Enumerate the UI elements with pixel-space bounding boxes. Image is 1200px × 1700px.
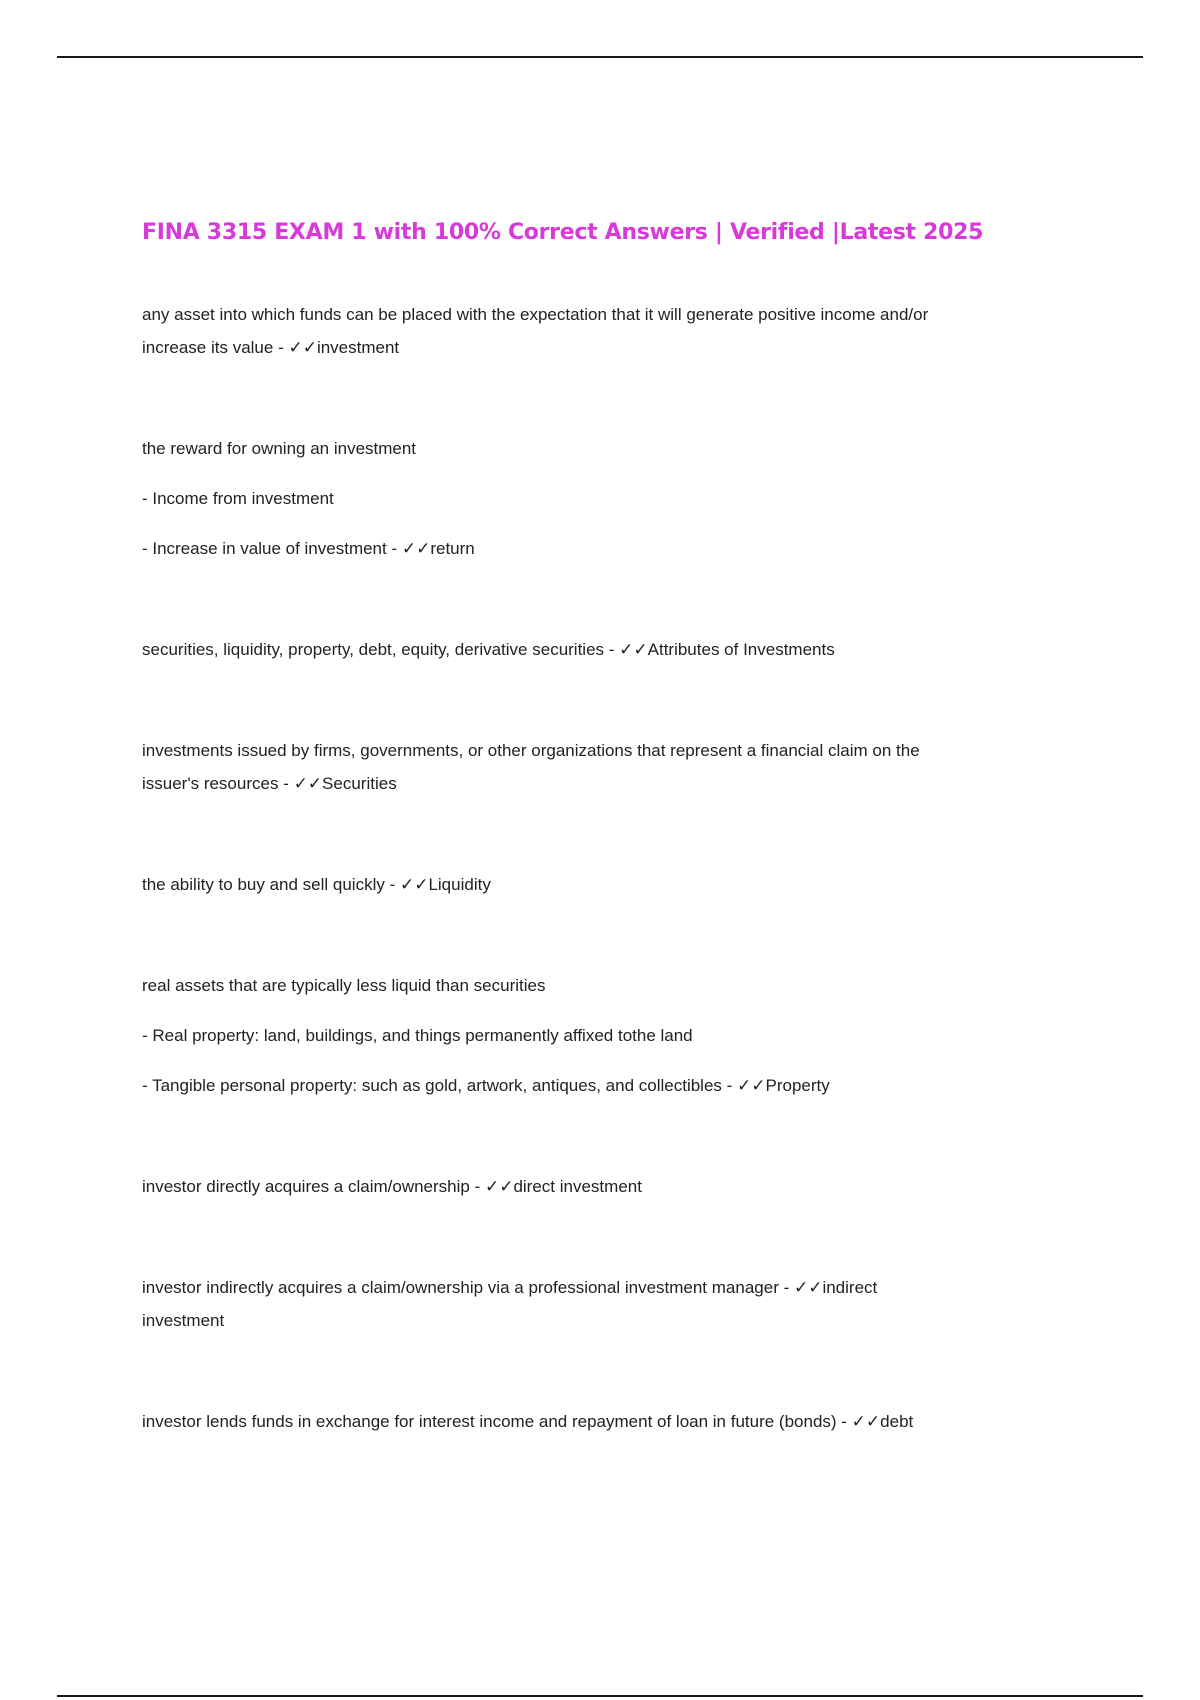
item-spacer: [142, 1337, 1062, 1405]
item-spacer: [142, 565, 1062, 633]
item-spacer: [142, 800, 1062, 868]
document-page: [142, 216, 1062, 1438]
header-rule: [57, 56, 1143, 58]
footer-rule: [57, 1695, 1143, 1697]
qa-text-line: investment: [142, 1311, 225, 1330]
item-spacer: [142, 1102, 1062, 1170]
qa-item: [142, 1170, 1062, 1203]
qa-item: [142, 432, 1062, 565]
qa-item: [142, 969, 1062, 1102]
qa-text-line: the reward for owning an investment: [142, 439, 417, 458]
qa-bullet-line: - Real property: land, buildings, and things permanently affixed tothe land: [142, 1026, 693, 1045]
qa-text-line: any asset into which funds can be placed with the expectation that it will generate positive income and/or: [142, 305, 929, 324]
item-spacer: [142, 1203, 1062, 1271]
item-spacer: [142, 901, 1062, 969]
item-spacer: [142, 666, 1062, 734]
qa-text-line: investor lends funds in exchange for interest income and repayment of loan in future (bonds) - ✓✓debt: [142, 1412, 914, 1431]
qa-text-line: real assets that are typically less liquid than securities: [142, 976, 546, 995]
qa-list: [142, 298, 1062, 1438]
qa-text-line: investments issued by firms, governments, or other organizations that represent a financial claim on the: [142, 741, 920, 760]
qa-item: [142, 868, 1062, 901]
document-title: FINA 3315 EXAM 1 with 100% Correct Answers | Verified |Latest 2025: [142, 220, 984, 245]
qa-text-line: investor indirectly acquires a claim/ownership via a professional investment manager - ✓✓indirect: [142, 1278, 878, 1297]
qa-bullet-line: - Income from investment: [142, 489, 334, 508]
qa-item: [142, 1271, 1062, 1337]
item-spacer: [142, 364, 1062, 432]
qa-text-line: investor directly acquires a claim/ownership - ✓✓direct investment: [142, 1177, 642, 1196]
qa-bullet-line: - Tangible personal property: such as gold, artwork, antiques, and collectibles - ✓✓Property: [142, 1076, 830, 1095]
qa-text-line: increase its value - ✓✓investment: [142, 338, 400, 357]
qa-item: [142, 734, 1062, 800]
qa-text-line: the ability to buy and sell quickly - ✓✓Liquidity: [142, 875, 491, 894]
qa-text-line: securities, liquidity, property, debt, equity, derivative securities - ✓✓Attributes of Investments: [142, 640, 835, 659]
qa-item: [142, 298, 1062, 364]
qa-item: [142, 633, 1062, 666]
qa-bullet-line: - Increase in value of investment - ✓✓return: [142, 539, 475, 558]
qa-item: [142, 1405, 1062, 1438]
qa-text-line: issuer's resources - ✓✓Securities: [142, 774, 397, 793]
